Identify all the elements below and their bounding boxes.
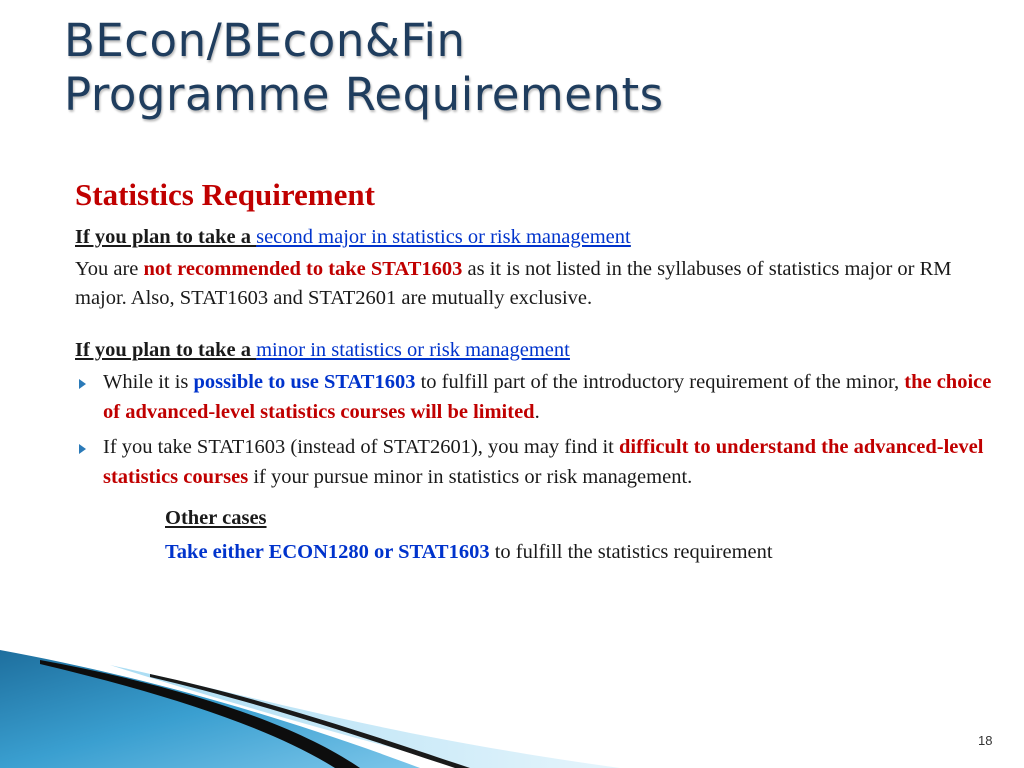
bullet-text: While it is: [103, 371, 194, 393]
other-cases-text: [165, 538, 1000, 568]
red-emphasis: not recommended to take STAT1603: [143, 257, 463, 280]
minor-lead: [75, 336, 1000, 366]
bullet-item: [75, 433, 1000, 492]
lead-text: If you plan to take a: [75, 226, 257, 248]
paragraph-text: as it is not listed in the syllabuses of statistics major or RM major. Also, STAT1603 and STAT2601 are mutually exclusive.: [75, 257, 952, 309]
triangle-right-icon: [79, 379, 86, 389]
other-cases-block: [165, 504, 1000, 567]
slide-title-line1: BEcon/BEcon&Fin: [64, 14, 466, 67]
blue-emphasis: possible to use STAT1603: [193, 371, 416, 393]
triangle-right-icon: [79, 444, 86, 454]
slide-title-line2: Programme Requirements: [64, 68, 664, 121]
bullet-text: .: [534, 400, 540, 423]
bullet-list: [75, 368, 1000, 492]
bullet-text: If you take STAT1603 (instead of STAT2601), you may find it: [103, 436, 619, 458]
slide-title: [64, 14, 664, 122]
minor-link[interactable]: minor in statistics or risk management: [256, 338, 570, 361]
bullet-item: [75, 368, 1000, 427]
paragraph-text: You are: [75, 257, 144, 280]
spacer: [75, 314, 1000, 336]
page-number: 18: [978, 733, 993, 748]
blue-emphasis: Take either ECON1280 or STAT1603: [165, 540, 490, 563]
other-cases-heading: Other cases: [165, 507, 267, 529]
slide-content: [75, 173, 1000, 567]
bullet-text: to fulfill part of the introductory requirement of the minor,: [415, 371, 905, 393]
other-cases-rest: to fulfill the statistics requirement: [489, 540, 773, 563]
second-major-lead: [75, 223, 1000, 253]
lead-text: If you plan to take a: [75, 338, 257, 361]
bullet-text: if your pursue minor in statistics or risk management.: [248, 465, 693, 488]
second-major-link[interactable]: second major in statistics or risk management: [256, 226, 631, 248]
red-emphasis: difficult to understand the advanced-level statistics courses: [103, 436, 984, 488]
second-major-paragraph: [75, 255, 1000, 314]
section-heading: Statistics Requirement: [75, 177, 375, 212]
red-emphasis: the choice of advanced-level statistics courses will be limited: [103, 371, 992, 423]
